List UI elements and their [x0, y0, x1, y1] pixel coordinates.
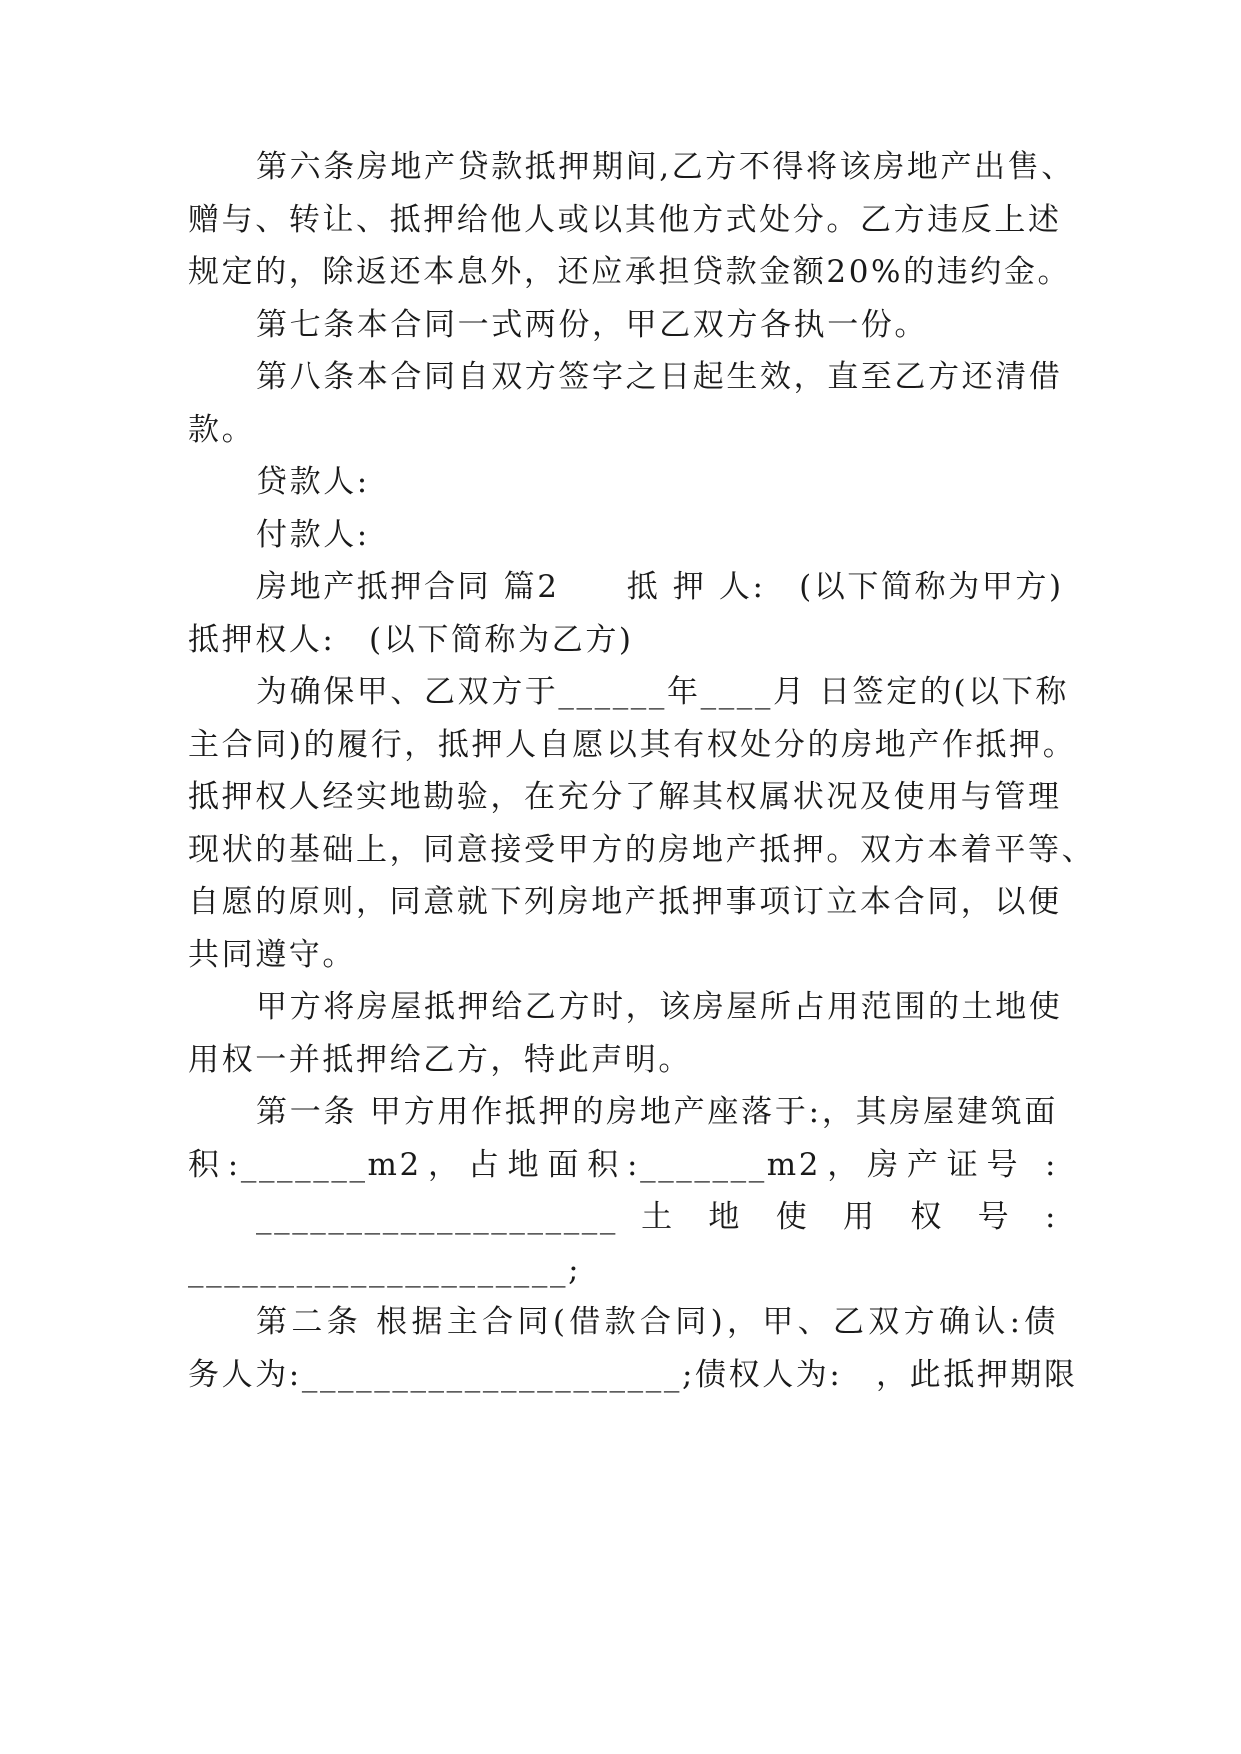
text-line: 第六条房地产贷款抵押期间,乙方不得将该房地产出售、 [256, 149, 1075, 185]
text-line: 务人为:_____________________;债权人为: ，此抵押期限 [188, 1357, 1078, 1393]
text-line: ____________________ 土 地 使 用 权 号 : [256, 1199, 1058, 1235]
text-line: 第一条 甲方用作抵押的房地产座落于:，其房屋建筑面 [256, 1094, 1058, 1130]
text-line: 积:_______m2，占地面积:_______m2，房产证号 : [188, 1147, 1058, 1183]
text-line: 共同遵守。 [188, 937, 356, 973]
text-line: 款。 [188, 412, 256, 448]
text-line: 现状的基础上，同意接受甲方的房地产抵押。双方本着平等、 [188, 832, 1096, 868]
text-line: _____________________; [188, 1252, 582, 1288]
text-line: 第八条本合同自双方签字之日起生效，直至乙方还清借 [256, 359, 1063, 395]
text-line: 用权一并抵押给乙方，特此声明。 [188, 1042, 692, 1078]
signature-label-lender: 贷款人: [256, 464, 370, 500]
text-line: 赠与、转让、抵押给他人或以其他方式处分。乙方违反上述 [188, 202, 1062, 238]
signature-label-payer: 付款人: [256, 517, 370, 553]
text-line: 自愿的原则，同意就下列房地产抵押事项订立本合同，以便 [188, 884, 1062, 920]
text-line: 第七条本合同一式两份，甲乙双方各执一份。 [256, 307, 928, 343]
text-line: 抵押权人: (以下简称为乙方) [188, 622, 634, 658]
text-line: 甲方将房屋抵押给乙方时，该房屋所占用范围的土地使 [256, 989, 1063, 1025]
text-line: 第二条 根据主合同(借款合同)，甲、乙双方确认:债 [256, 1304, 1058, 1340]
section-heading: 房地产抵押合同 篇2 抵 押 人: (以下简称为甲方) [256, 569, 1064, 605]
text-line: 主合同)的履行，抵押人自愿以其有权处分的房地产作抵押。 [188, 727, 1077, 763]
text-line: 为确保甲、乙双方于______年____月 日签定的(以下称 [256, 674, 1069, 710]
text-line: 抵押权人经实地勘验，在充分了解其权属状况及使用与管理 [188, 779, 1062, 815]
text-line: 规定的，除返还本息外，还应承担贷款金额20%的违约金。 [188, 254, 1072, 290]
